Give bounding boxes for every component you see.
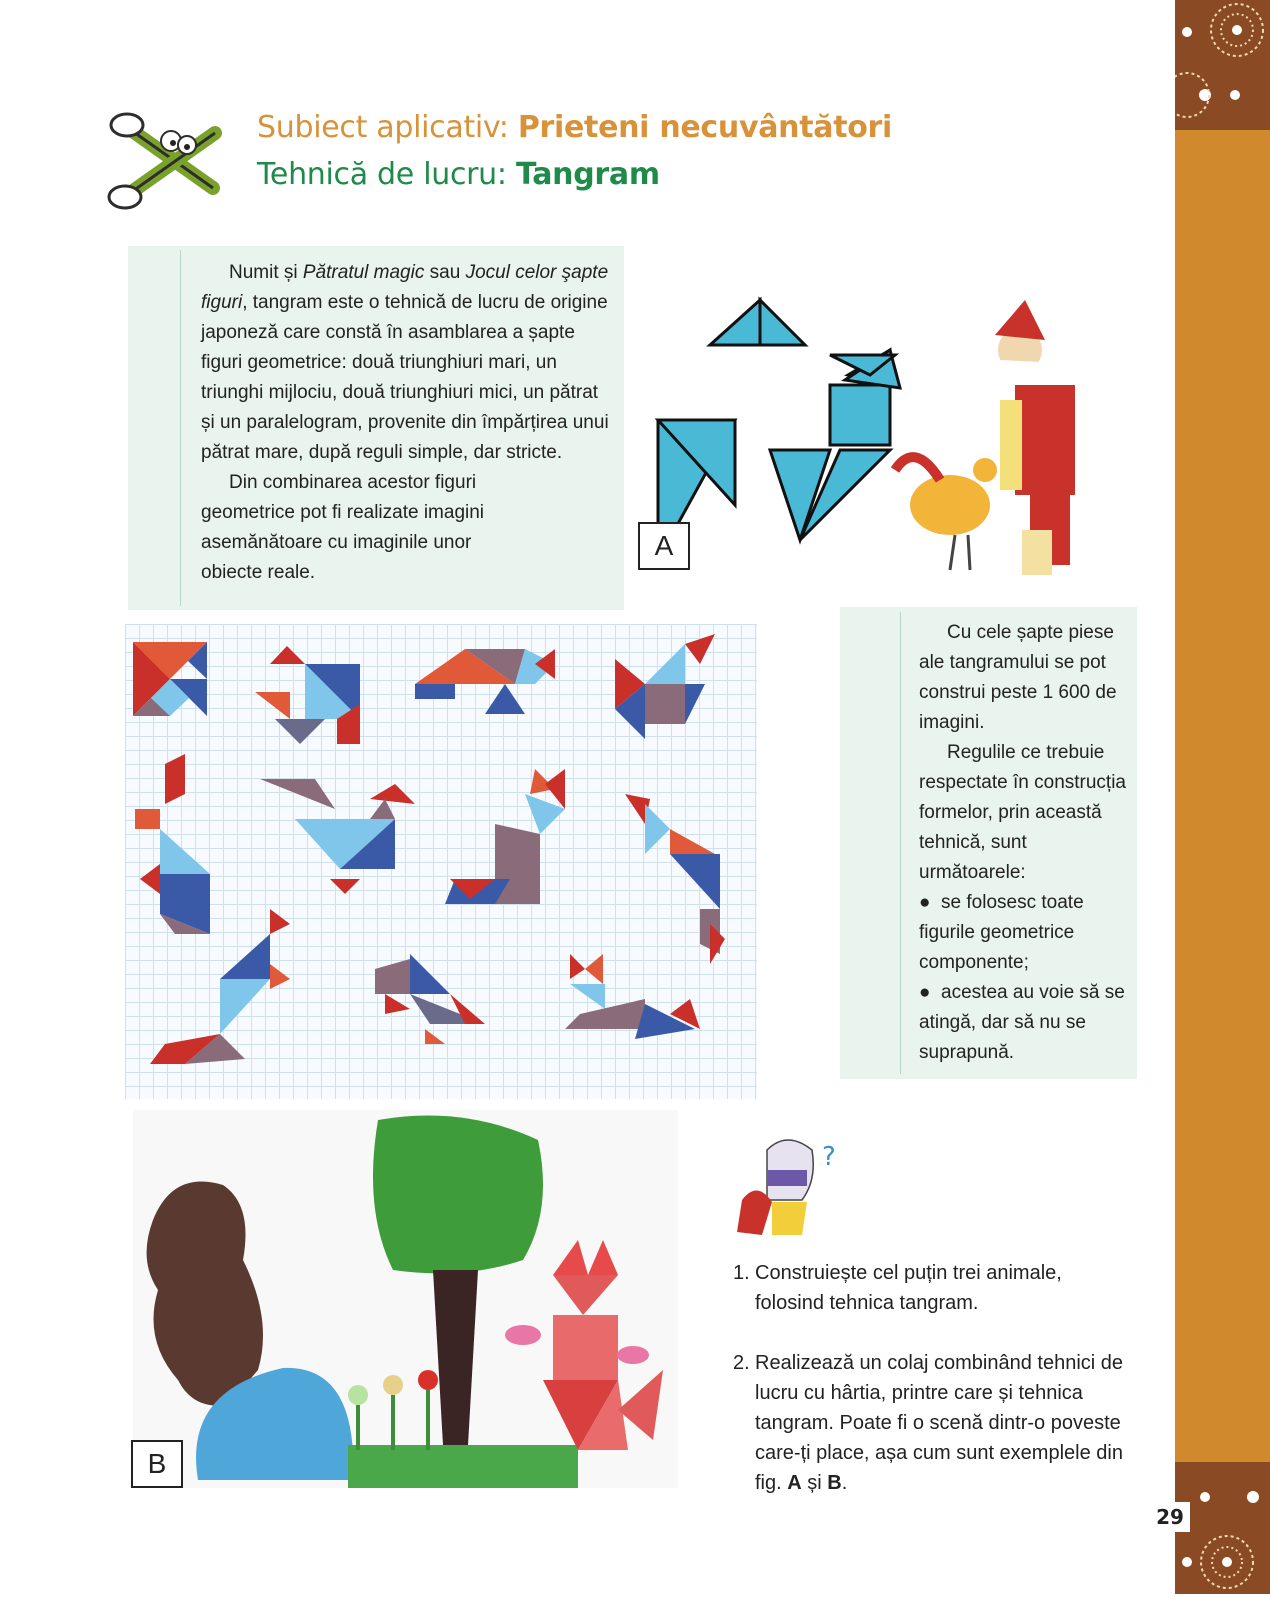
- tangram-animal-icon: [135, 754, 210, 934]
- subject-value: Prieteni necuvântători: [517, 110, 893, 145]
- tangram-bird-icon: [260, 779, 415, 894]
- tangram-animal-icon: [150, 909, 290, 1064]
- technique-value: Tangram: [515, 157, 660, 192]
- flowers-icon: [348, 1370, 438, 1450]
- intro-text: [201, 258, 611, 588]
- tangram-animal-icon: [625, 794, 725, 964]
- tangram-fox-icon: [543, 1240, 663, 1450]
- rules-bullet-2: ● acestea au voie să se atingă, dar să nu se suprapună.: [919, 982, 1125, 1063]
- tasks-list: [733, 1258, 1133, 1528]
- task-1: 1. Construiește cel puțin trei animale, folosind tehnica tangram.: [733, 1262, 1062, 1314]
- tree-collage-icon: [373, 1116, 543, 1446]
- tangram-bird-icon: [375, 954, 485, 1044]
- svg-text:?: ?: [822, 1142, 836, 1172]
- side-band: [1175, 0, 1270, 1594]
- collage-illustration: [133, 1110, 678, 1488]
- subject-title: [257, 110, 892, 145]
- tangram-square-icon: [133, 642, 207, 716]
- figure-a: [650, 280, 1120, 580]
- rules-bullet-1: ● se folosesc toate figurile geometrice componente;: [919, 892, 1084, 973]
- rules-paragraph-2: Regulile ce trebuie respectate în construcția formelor, prin această tehnică, sunt următoarele:: [919, 742, 1126, 883]
- tangram-animal-icon: [415, 649, 555, 714]
- rules-text: [919, 618, 1129, 1068]
- figure-b: [133, 1110, 678, 1488]
- note-margin-line: [180, 250, 181, 606]
- intro-paragraph-1: Numit și Pătratul magic sau Jocul celor şapte figuri, tangram este o tehnică de lucru de origine japoneză care constă în asamblarea a șapte figuri geometrice: două triunghiuri mari, un triunghi mijlociu, două triunghiuri mici, un pătrat și un paralelogram, provenite din împărțirea unui pătrat mare, după reguli simple, dar stricte.: [201, 262, 609, 463]
- tangram-animal-icon: [255, 646, 360, 744]
- tangram-rooster-illustration: [650, 280, 1120, 580]
- scissors-icon: [103, 103, 233, 218]
- technique-title: [257, 157, 660, 192]
- tangram-cat-icon: [565, 954, 700, 1039]
- dots-decoration-icon: [1175, 0, 1270, 130]
- bear-collage-icon: [147, 1182, 263, 1406]
- tangram-animal-icon: [615, 634, 715, 739]
- farmer-with-rooster-drawing-icon: [895, 300, 1075, 575]
- thinking-character-icon: [727, 1120, 847, 1240]
- tangram-cat-icon: [445, 769, 565, 904]
- figure-b-label: B: [131, 1440, 183, 1488]
- subject-label: Subiect aplicativ:: [257, 110, 518, 145]
- intro-paragraph-2: Din combinarea acestor figuri geometrice pot fi realizate imagini asemănătoare cu imaginile unor obiecte reale.: [201, 472, 485, 583]
- figure-a-label: A: [638, 522, 690, 570]
- note-margin-line: [900, 612, 901, 1074]
- side-band-top-pattern: [1175, 0, 1270, 130]
- tangram-grid-examples: [125, 624, 757, 1099]
- technique-label: Tehnică de lucru:: [257, 157, 516, 192]
- tangram-figures-illustration: [125, 624, 757, 1099]
- rules-paragraph-1: Cu cele șapte piese ale tangramului se pot construi peste 1 600 de imagini.: [919, 622, 1117, 733]
- page-number: 29: [1150, 1502, 1190, 1532]
- task-2: 2. Realizează un colaj combinând tehnici de lucru cu hârtia, printre care și tehnica tangram. Poate fi o scenă dintr-o poveste care-ți place, așa cum sunt exemplele din fig. A și B.: [733, 1352, 1124, 1494]
